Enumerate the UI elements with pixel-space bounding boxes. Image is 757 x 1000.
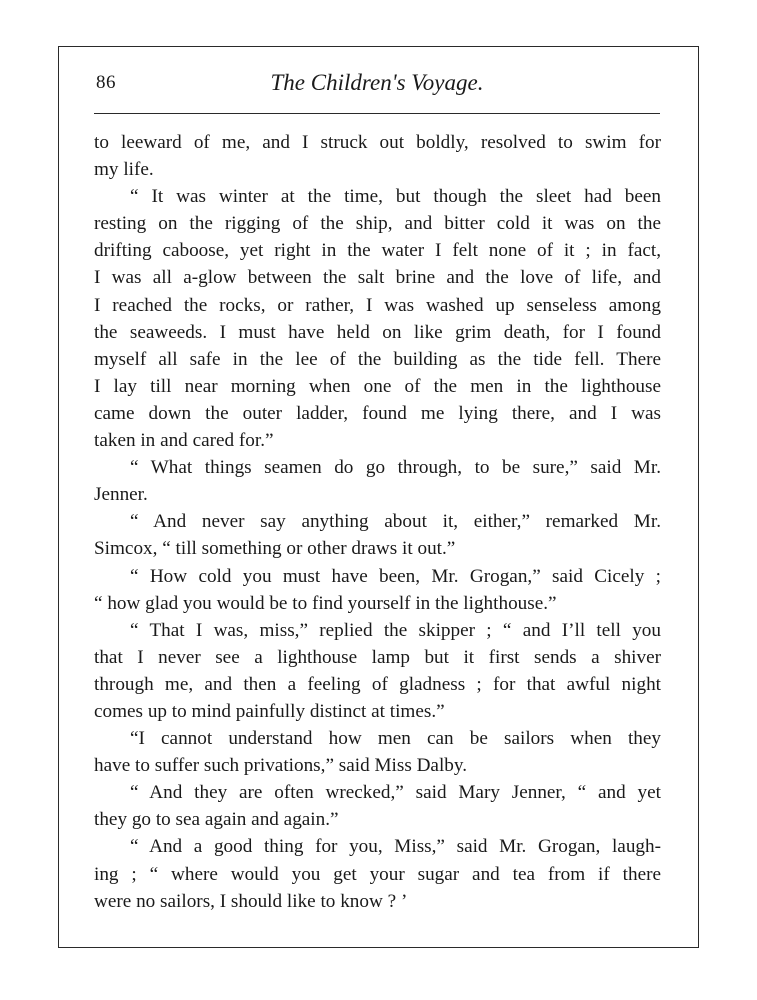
- text-line: “ And they are often wrecked,” said Mary Jenner, “ and yet: [130, 782, 661, 804]
- text-line: “ It was winter at the time, but though the sleet had been: [130, 186, 661, 208]
- page-number: 86: [96, 72, 116, 93]
- text-line: were no sailors, I should like to know ? ’: [94, 890, 408, 912]
- text-line: “ What things seamen do go through, to be sure,” said Mr.: [130, 457, 661, 479]
- text-line: taken in and cared for.”: [94, 430, 274, 452]
- text-line: I reached the rocks, or rather, I was washed up senseless among: [94, 294, 661, 316]
- text-line: that I never see a lighthouse lamp but it first sends a shiver: [94, 646, 661, 668]
- text-line: “ And never say anything about it, either,” remarked Mr.: [130, 511, 661, 533]
- text-line: I lay till near morning when one of the men in the lighthouse: [94, 375, 661, 397]
- text-line: came down the outer ladder, found me lying there, and I was: [94, 402, 661, 424]
- text-line: they go to sea again and again.”: [94, 809, 339, 831]
- text-line: comes up to mind painfully distinct at times.”: [94, 700, 445, 722]
- text-line: ing ; “ where would you get your sugar and tea from if there: [94, 863, 661, 885]
- text-line: “ That I was, miss,” replied the skipper ; “ and I’ll tell you: [130, 619, 661, 641]
- text-line: to leeward of me, and I struck out boldly, resolved to swim for: [94, 132, 661, 153]
- header-rule: [94, 113, 660, 114]
- text-line: “ how glad you would be to find yourself in the lighthouse.”: [94, 592, 557, 614]
- page-header: [94, 70, 660, 104]
- text-line: drifting caboose, yet right in the water I felt none of it ; in fact,: [94, 240, 661, 262]
- text-line: myself all safe in the lee of the building as the tide fell. There: [94, 348, 661, 370]
- text-line: “I cannot understand how men can be sailors when they: [130, 728, 661, 750]
- text-line: through me, and then a feeling of gladness ; for that awful night: [94, 673, 661, 695]
- body-text: [94, 129, 661, 915]
- text-line: Jenner.: [94, 484, 148, 506]
- text-line: “ How cold you must have been, Mr. Grogan,” said Cicely ;: [130, 565, 661, 587]
- text-line: Simcox, “ till something or other draws it out.”: [94, 538, 456, 560]
- text-line: the seaweeds. I must have held on like grim death, for I found: [94, 321, 661, 343]
- text-line: resting on the rigging of the ship, and bitter cold it was on the: [94, 213, 661, 235]
- text-line: my life.: [94, 159, 154, 181]
- running-title: The Children's Voyage.: [270, 70, 484, 95]
- text-line: have to suffer such privations,” said Miss Dalby.: [94, 755, 468, 777]
- text-line: “ And a good thing for you, Miss,” said Mr. Grogan, laugh-: [130, 836, 661, 858]
- text-line: I was all a-glow between the salt brine and the love of life, and: [94, 267, 661, 289]
